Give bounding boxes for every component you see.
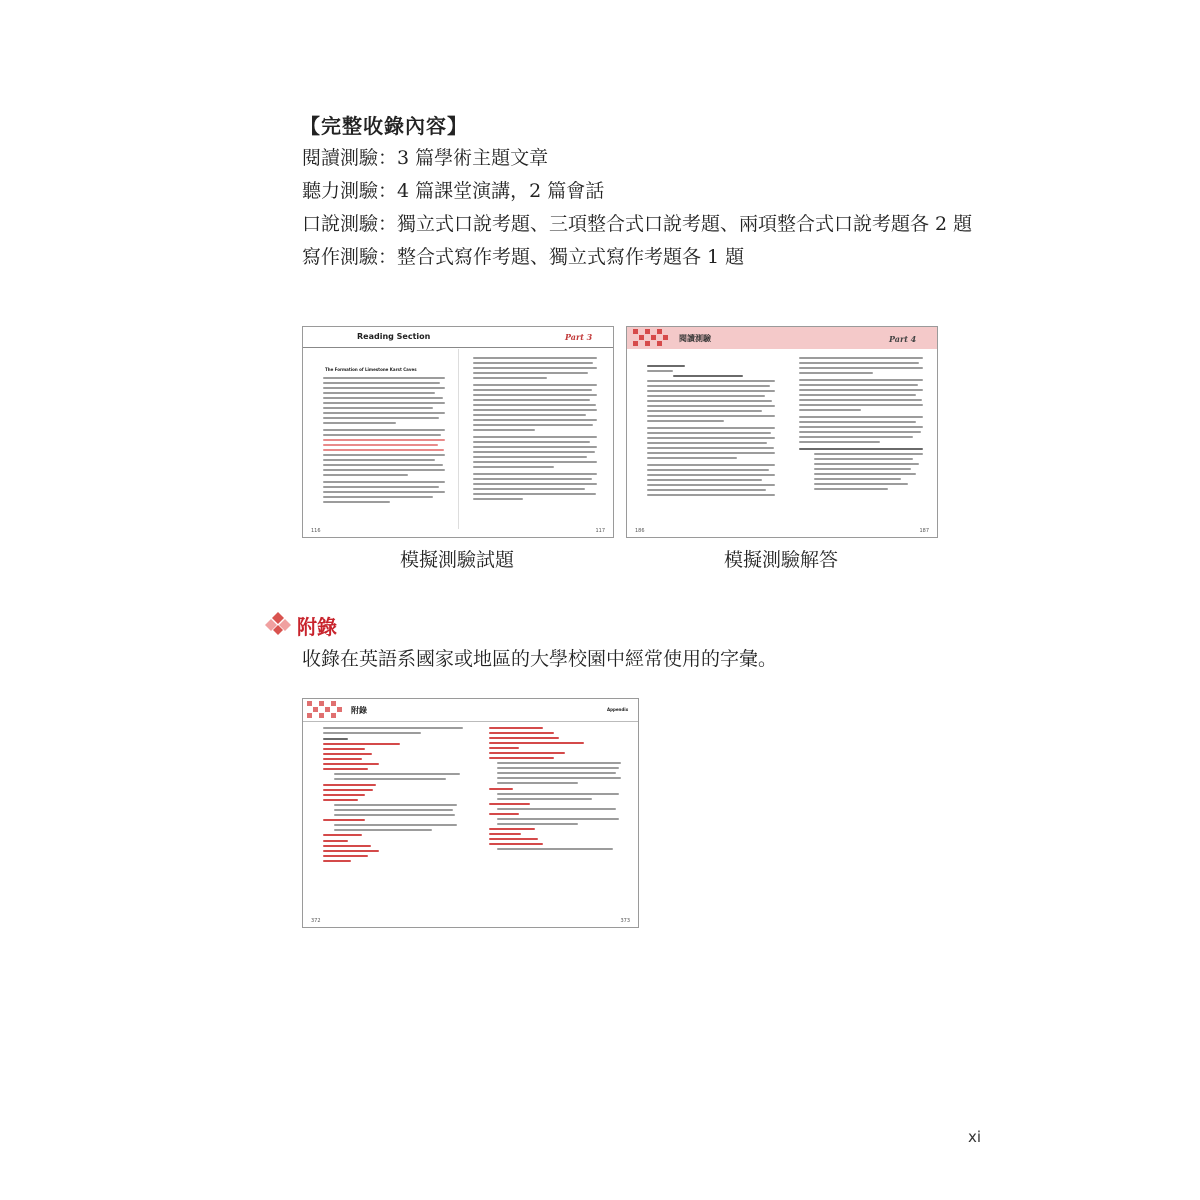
thumbnail-right-column [799,357,923,493]
thumbnail-right-column [489,727,624,853]
content-label: 聽力測驗： [302,180,398,202]
thumbnail-passage-title: The Formation of Limestone Karst Caves [325,367,417,372]
appendix-description: 收錄在英語系國家或地區的大學校園中經常使用的字彙。 [302,648,778,670]
thumbnail-page-left: 372 [311,918,321,924]
contents-list [302,142,982,274]
thumbnail-header [303,327,613,348]
thumbnail-header-title: 附錄 [351,706,367,715]
thumbnail-left-column [323,377,445,506]
thumbnail-page-left: 116 [311,528,321,534]
content-value: 4 篇課堂演講，2 篇會話 [397,180,605,202]
content-row-reading [302,142,982,175]
content-row-listening [302,175,982,208]
content-value: 獨立式口說考題、三項整合式口說考題、兩項整合式口說考題各 2 題 [397,213,973,235]
appendix-heading: 附錄 [297,615,337,639]
test-caption: 模擬測驗試題 [399,549,514,571]
thumbnail-page-right: 373 [620,918,630,924]
page-number: xi [968,1128,982,1146]
thumbnail-header-right: Appendix [607,707,629,712]
thumbnail-page-right: 187 [919,528,929,534]
thumbnail-page-right: 117 [595,528,605,534]
content-value: 3 篇學術主題文章 [397,147,549,169]
thumbnail-left-column [647,365,775,499]
answer-pages-thumbnail [626,326,938,538]
thumbnail-left-column [323,727,463,865]
checker-pattern-icon [633,329,668,346]
diamond-cluster-icon [264,611,292,637]
thumbnail-right-column [473,357,597,503]
thumbnail-header-part: Part 3 [565,332,593,342]
test-pages-thumbnail [302,326,614,538]
content-row-writing [302,241,982,274]
thumbnail-header-part: Part 4 [889,334,917,344]
content-row-speaking [302,208,982,241]
content-value: 整合式寫作考題、獨立式寫作考題各 1 題 [397,246,745,268]
content-label: 寫作測驗： [302,246,398,268]
thumbnail-page-left: 186 [635,528,645,534]
section-title: 【完整收錄內容】 [300,114,468,138]
appendix-pages-thumbnail [302,698,639,928]
answer-caption: 模擬測驗解答 [723,549,838,571]
thumbnail-header-title: 閱讀測驗 [679,334,711,343]
content-label: 口說測驗： [302,213,398,235]
content-label: 閱讀測驗： [302,147,398,169]
checker-pattern-icon [307,701,342,718]
thumbnail-header [303,699,638,722]
thumbnail-header [627,327,937,349]
thumbnail-header-title: Reading Section [357,332,431,341]
